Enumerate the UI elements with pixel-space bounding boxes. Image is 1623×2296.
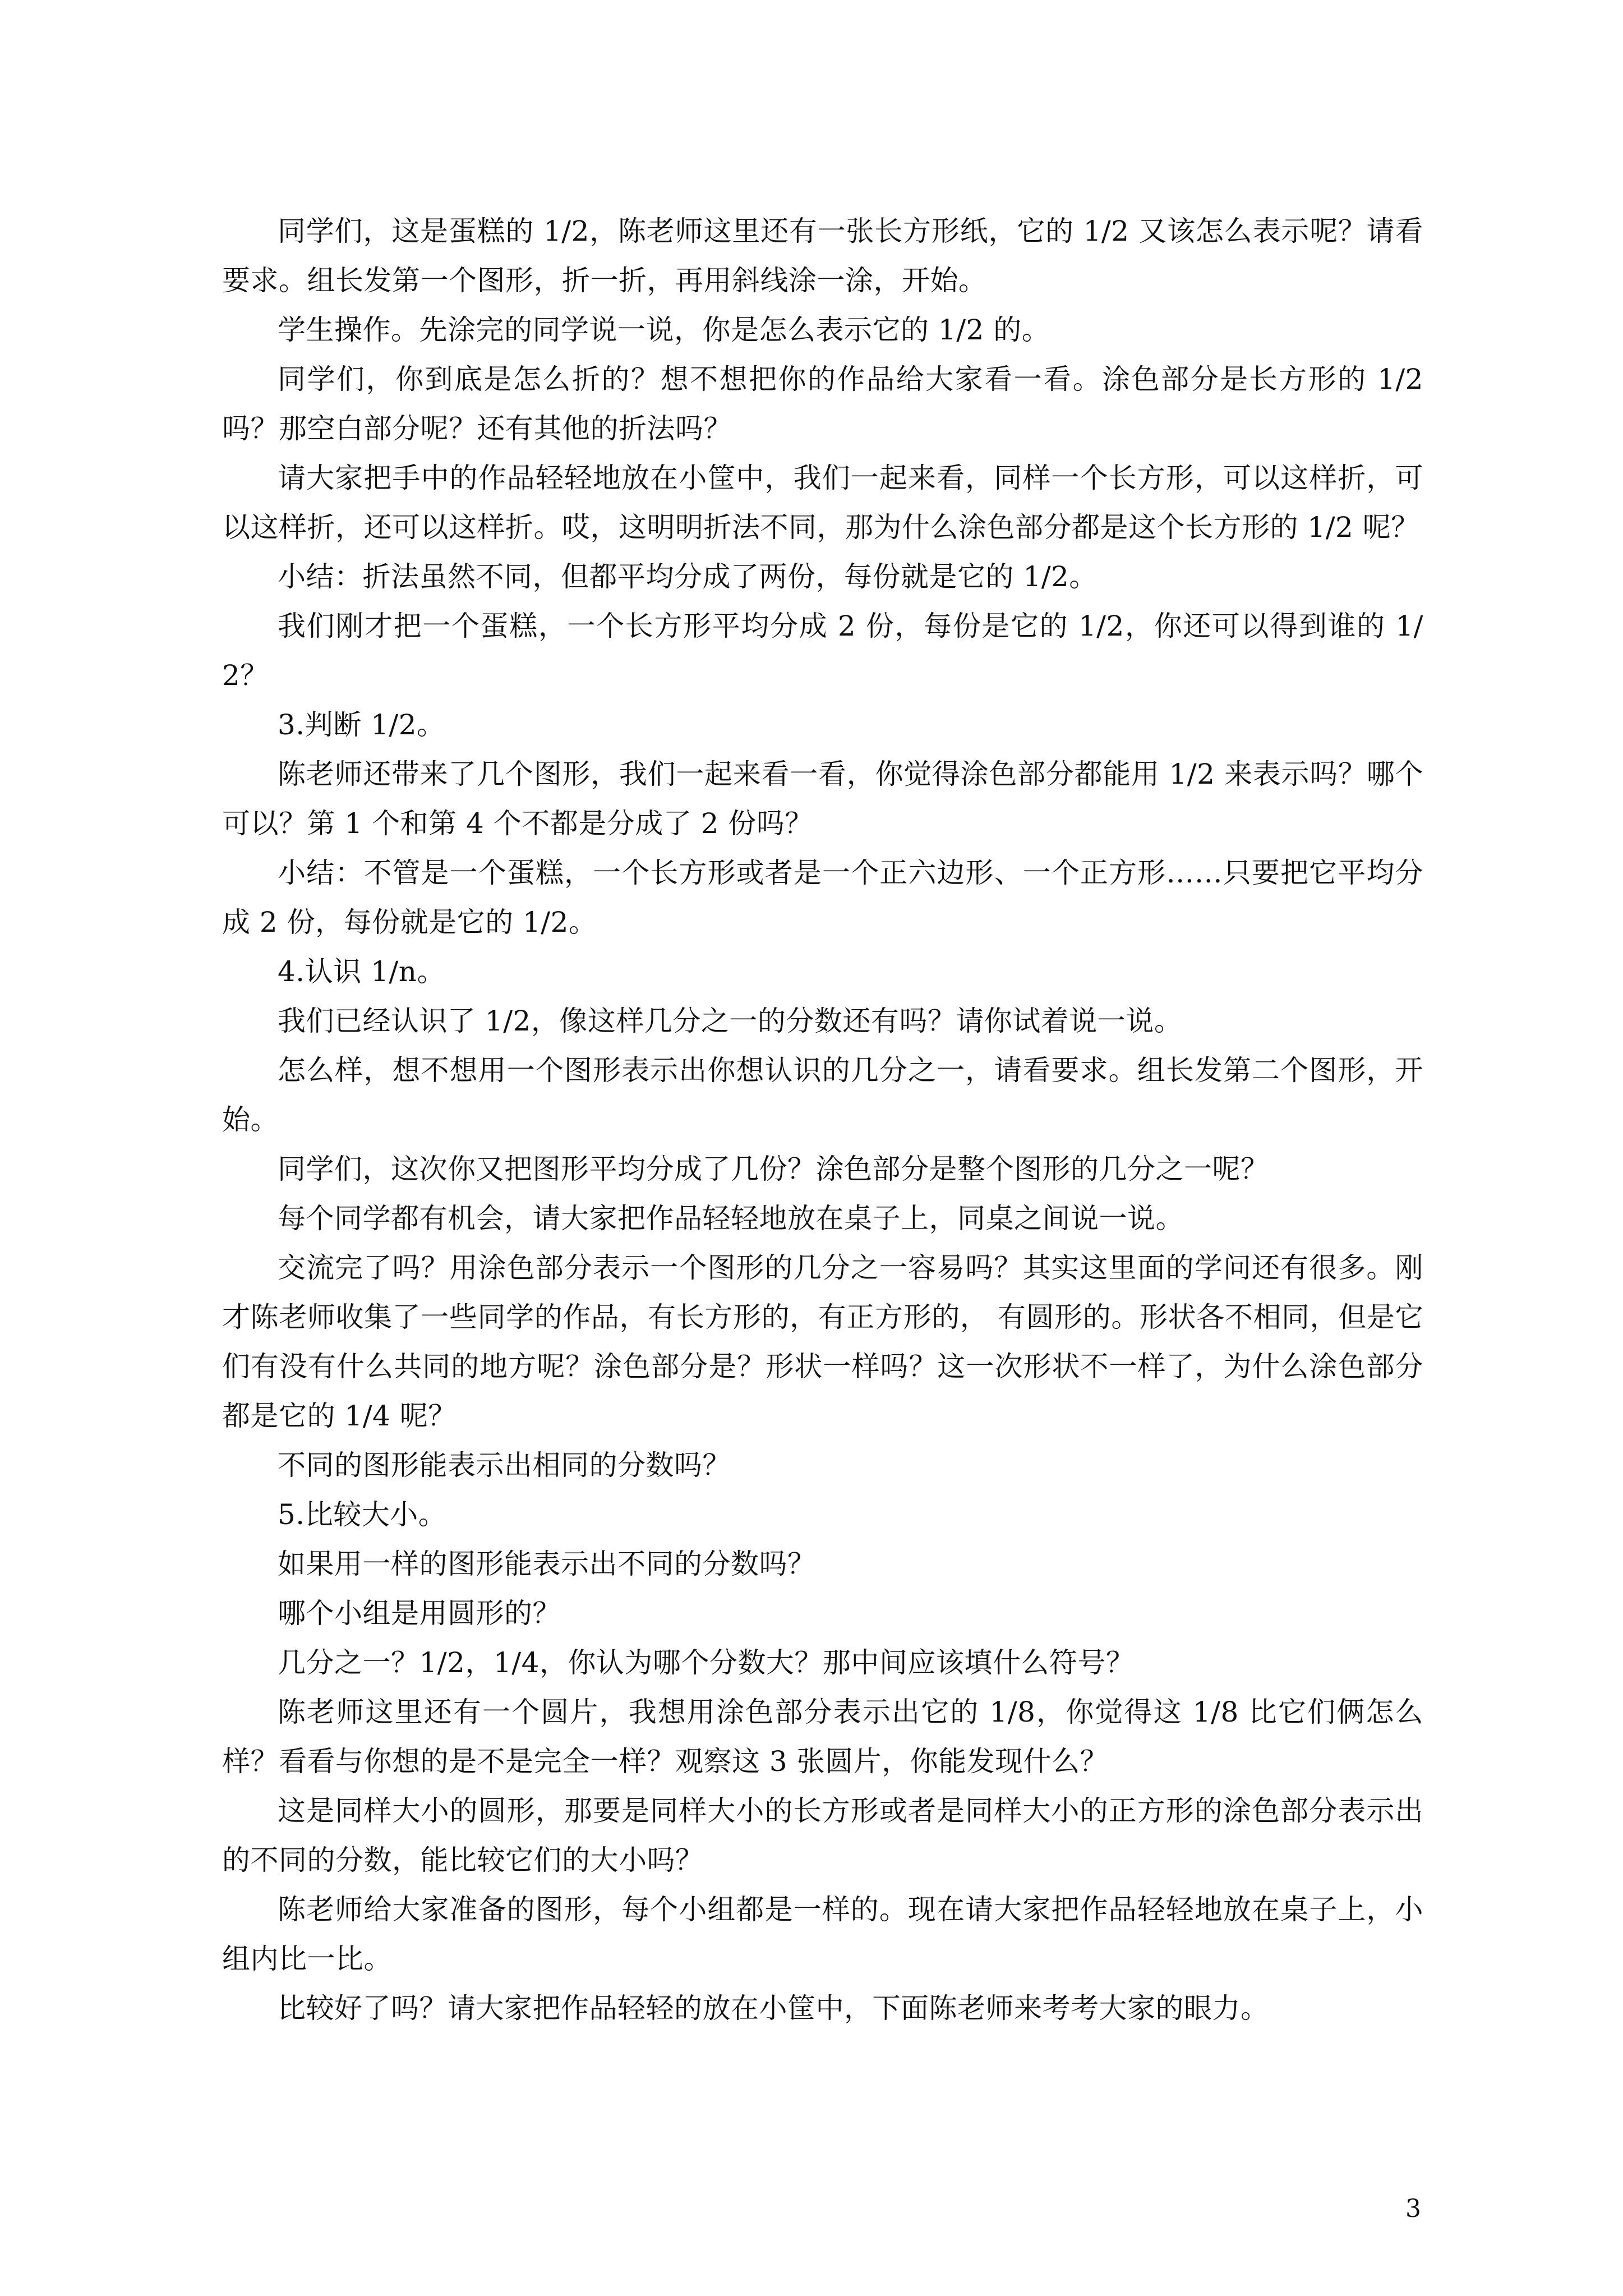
- paragraph: 同学们，你到底是怎么折的？想不想把你的作品给大家看一看。涂色部分是长方形的 1/2 吗？那空白部分呢？还有其他的折法吗？: [222, 363, 1423, 445]
- paragraph: 哪个小组是用圆形的？: [278, 1597, 561, 1630]
- document-body: [222, 206, 1423, 2033]
- paragraph: 小结：折法虽然不同，但都平均分成了两份，每份就是它的 1/2。: [278, 560, 1098, 593]
- section-heading: 5.比较大小。: [278, 1498, 447, 1531]
- section-heading: 3.判断 1/2。: [278, 708, 445, 741]
- paragraph: 同学们，这是蛋糕的 1/2，陈老师这里还有一张长方形纸，它的 1/2 又该怎么表示呢？请看要求。组长发第一个图形，折一折，再用斜线涂一涂，开始。: [222, 215, 1423, 297]
- paragraph: 比较好了吗？请大家把作品轻轻的放在小筐中，下面陈老师来考考大家的眼力。: [278, 1992, 1269, 2024]
- paragraph: 每个同学都有机会，请大家把作品轻轻地放在桌子上，同桌之间说一说。: [278, 1202, 1184, 1235]
- paragraph: 学生操作。先涂完的同学说一说，你是怎么表示它的 1/2 的。: [278, 314, 1050, 346]
- paragraph: 交流完了吗？用涂色部分表示一个图形的几分之一容易吗？其实这里面的学问还有很多。刚才陈老师收集了一些同学的作品，有长方形的，有正方形的， 有圆形的。形状各不相同，但是它们有没有什么共同的地方呢？涂色部分是？形状一样吗？这一次形状不一样了，为什么涂色部分都是它的 1/4 呢？: [222, 1251, 1423, 1432]
- paragraph: 如果用一样的图形能表示出不同的分数吗？: [278, 1548, 816, 1580]
- paragraph: 这是同样大小的圆形，那要是同样大小的长方形或者是同样大小的正方形的涂色部分表示出的不同的分数，能比较它们的大小吗？: [222, 1795, 1423, 1876]
- paragraph: 我们已经认识了 1/2，像这样几分之一的分数还有吗？请你试着说一说。: [278, 1005, 1183, 1037]
- paragraph: 请大家把手中的作品轻轻地放在小筐中，我们一起来看，同样一个长方形，可以这样折，可以这样折，还可以这样折。哎，这明明折法不同，那为什么涂色部分都是这个长方形的 1/2 呢？: [222, 462, 1423, 544]
- paragraph: 小结：不管是一个蛋糕，一个长方形或者是一个正六边形、一个正方形……只要把它平均分成 2 份，每份就是它的 1/2。: [222, 857, 1423, 938]
- paragraph: 陈老师给大家准备的图形，每个小组都是一样的。现在请大家把作品轻轻地放在桌子上，小组内比一比。: [222, 1893, 1423, 1975]
- paragraph: 不同的图形能表示出相同的分数吗？: [278, 1449, 731, 1481]
- section-heading: 4.认识 1/n。: [278, 955, 445, 988]
- paragraph: 怎么样，想不想用一个图形表示出你想认识的几分之一，请看要求。组长发第二个图形，开始。: [222, 1054, 1423, 1136]
- paragraph: 几分之一？1/2，1/4，你认为哪个分数大？那中间应该填什么符号？: [278, 1646, 1135, 1679]
- paragraph: 陈老师这里还有一个圆片，我想用涂色部分表示出它的 1/8，你觉得这 1/8 比它们俩怎么样？看看与你想的是不是完全一样？观察这 3 张圆片，你能发现什么？: [222, 1696, 1423, 1778]
- paragraph: 同学们，这次你又把图形平均分成了几份？涂色部分是整个图形的几分之一呢？: [278, 1153, 1269, 1185]
- paragraph: 我们刚才把一个蛋糕，一个长方形平均分成 2 份，每份是它的 1/2，你还可以得到谁的 1/2？: [222, 610, 1423, 692]
- paragraph: 陈老师还带来了几个图形，我们一起来看一看，你觉得涂色部分都能用 1/2 来表示吗？哪个可以？第 1 个和第 4 个不都是分成了 2 份吗？: [222, 758, 1423, 840]
- page-number: 3: [1405, 2194, 1421, 2223]
